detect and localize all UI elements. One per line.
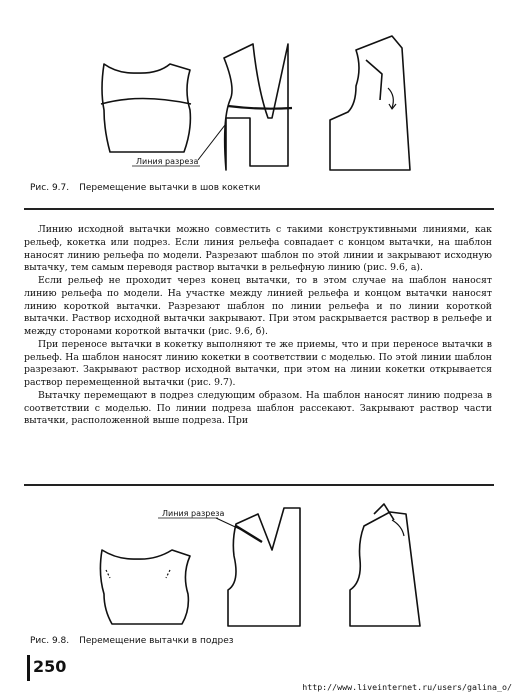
pattern-piece-shifted [330,36,410,170]
figure-9-8 [0,490,518,630]
page-marker-bar [27,655,30,681]
figure-9-7-caption-text: Перемещение вытачки в шов кокетки [79,183,261,193]
figure-9-7 [0,0,518,180]
bottom-divider [24,484,494,486]
source-watermark: http://www.liveinternet.ru/users/galina_o/ [302,682,512,692]
bodice-yoke-line [101,99,191,105]
paragraph-4: Вытачку перемещают в подрез следующим образом. На шаблон наносят линию подреза в соответствии с моделью. По линии подреза шаблон рассекают. Закрывают раствор части вытачки, расположенной выше подреза. При [24,389,492,427]
figure-9-8-drawing [0,490,518,630]
pattern-cut-line [236,526,262,542]
paragraph-1: Линию исходной вытачки можно совместить с такими конструктивными линиями, как рельеф, кокетка или подрез. Если линия рельефа совпадает с концом вытачки, на шаблон наносят линию рельефа по модели. Разрезают шаблон по этой линии и закрывают исходную вытачку, тем самым переводя раствор вытачки в рельефную линию (рис. 9.6, а). [24,224,492,274]
body-text [24,224,492,428]
bodice-front-shape-2 [100,550,190,624]
bodice-dart-marks [106,570,170,578]
rotation-arrow-2 [392,520,404,536]
bodice-front-shape [102,64,190,152]
figure-9-7-caption [30,183,260,193]
page-number: 250 [33,657,67,676]
figure-9-8-caption [30,636,234,646]
rotation-arrow [388,88,393,108]
pattern-yoke-cut [228,106,292,109]
figure-9-8-caption-number: Рис. 9.8. [30,636,70,646]
figure-9-7-label: Линия разреза [136,157,199,166]
figure-9-8-caption-text: Перемещение вытачки в подрез [79,636,234,646]
pattern-piece-3 [350,512,420,626]
figure-9-8-label: Линия разреза [162,509,225,518]
figure-9-7-caption-number: Рис. 9.7. [30,183,70,193]
figure-9-7-drawing [0,0,518,180]
pattern-piece-shifted-top [366,60,382,100]
top-divider [24,208,494,210]
pattern-piece-2 [228,508,300,626]
paragraph-2: Если рельеф не проходит через конец вытачки, то в этом случае на шаблон наносят линию рельефа по модели. На участке между линией рельефа и концом вытачки наносят линию короткой вытачки. Разрезают шаблон по линии рельефа и по линии короткой вытачки. Раствор исходной вытачки закрывают. При этом раскрывается раствор в рельефе и между сторонами короткой вытачки (рис. 9.6, б). [24,275,492,337]
paragraph-3: При переносе вытачки в кокетку выполняют те же приемы, что и при переносе вытачки в рельеф. На шаблон наносят линию кокетки в соответствии с моделью. По этой линии шаблон разрезают. Закрывают раствор исходной вытачки, при этом на линии кокетки открывается раствор перемещенной вытачки (рис. 9.7). [24,338,492,388]
